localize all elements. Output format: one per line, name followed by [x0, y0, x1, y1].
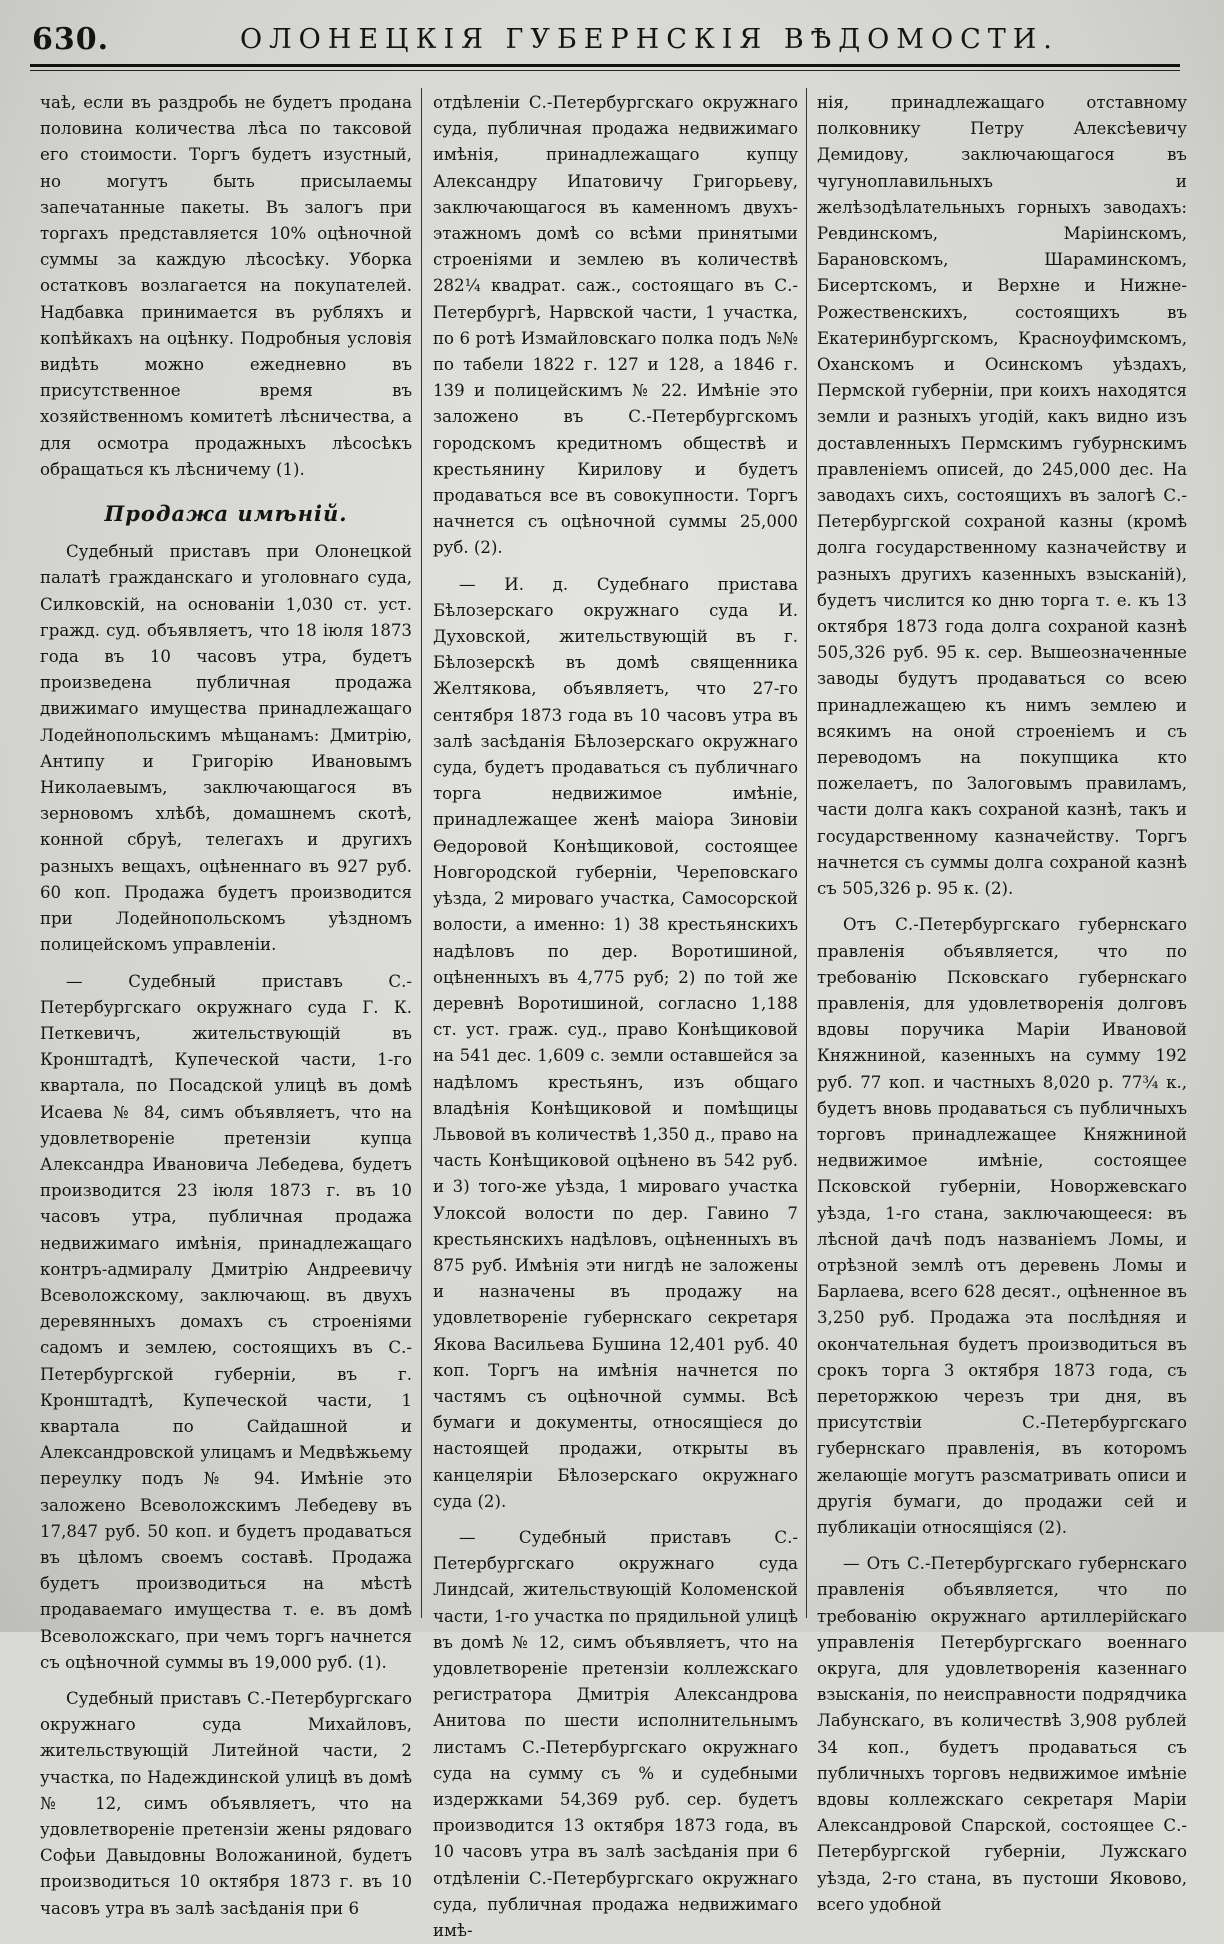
column-3	[817, 90, 1187, 1914]
paragraph: — Отъ С.-Петербургскаго губернскаго правленія объявляется, что по требованію окружнаго артиллерійскаго управленія Петербургскаго военнаго округа, для удовлетворенія казеннаго взысканія, по неисправности подрядчика Лабунскаго, въ количествѣ 3,908 рублей 34 коп., будетъ продаваться съ публичныхъ торговъ недвижимое имѣніе вдовы коллежскаго секретаря Маріи Александровой Спарской, состоящее С.-Петербургской губерніи, Лужскаго уѣзда, 2-го стана, въ пустоши Яковово, всего удобной	[817, 1554, 1187, 1914]
header-rule	[30, 64, 1180, 67]
column-divider	[421, 88, 422, 1618]
page-header	[30, 14, 1180, 66]
column-divider	[806, 88, 807, 1618]
paragraph: — И. д. Судебнаго пристава Бѣлозерскаго окружнаго суда И. Духовской, жительствующій въ г. Бѣлозерскѣ въ домѣ священника Желтякова, объявляетъ, что 27-го сентября 1873 года въ 10 часовъ утра въ залѣ засѣданія Бѣлозерскаго окружнаго суда, будетъ продаваться съ публичнаго торга недвижимое имѣніе, принадлежащее женѣ маіора Зиновіи Ѳедоровой Конѣщиковой, состоящее Новгородской губерніи, Череповскаго уѣзда, 2 мироваго участка, Самосорской волости, а именно: 1) 38 крестьянскихъ надѣловъ по дер. Воротишиной, оцѣненныхъ въ 4,775 руб; 2) по той же деревнѣ Воротишиной, согласно 1,188 ст. уст. граж. суд., право Конѣщиковой на 541 дес. 1,609 с. земли оставшейся за надѣломъ крестьянъ, изъ общаго владѣнія Конѣщиковой и помѣщицы Львовой въ количествѣ 1,350 д., право на часть Конѣщиковой оцѣнено въ 542 руб. и 3) того-же уѣзда, 1 мироваго участка Улоксой волости по дер. Гавино 7 крестьянскихъ надѣловъ, оцѣненныхъ въ 875 руб. Имѣнія эти нигдѣ не заложены и назначены въ продажу на удовлетвореніе губернскаго секретаря Якова Васильева Бушина 12,401 руб. 40 коп. Торгъ на имѣнія начнется по частямъ съ оцѣночной суммы. Всѣ бумаги и документы, относящіеся до настоящей продажи, открыты въ канцеляріи Бѣлозерскаго окружнаго суда (2).	[433, 574, 798, 1511]
paragraph: нія, принадлежащаго отставному полковнику Петру Алексѣевичу Демидову, заключающагося въ чугуноплавильныхъ и желѣзодѣлательныхъ горныхъ заводахъ: Ревдинскомъ, Маріинскомъ, Барановскомъ, Шараминскомъ, Бисертскомъ, и Верхне и Нижне-Рожественскихъ, состоящихъ въ Екатеринбургскомъ, Красноуфимскомъ, Оханскомъ и Осинскомъ уѣздахъ, Пермской губерніи, при коихъ находятся земли и разныхъ угодій, какъ видно изъ доставленныхъ Пермскимъ губурнскимъ правленіемъ описей, до 245,000 дес. На заводахъ сихъ, состоящихъ въ залогѣ С.-Петербургской сохраной казны (кромѣ долга государственному казначейству и разныхъ другихъ казенныхъ взысканій), будетъ числится ко дню торга т. е. къ 13 октября 1873 года долга сохраной казнѣ 505,326 руб. 95 к. сер. Вышеозначенные заводы будутъ продаваться со всею принадлежащею къ нимъ землею и всякимъ на оной строеніемъ и съ переводомъ на покупщика кто пожелаетъ, по Залоговымъ правиламъ, части долга какъ сохраной казнѣ, такъ и государственному казначейству. Торгъ начнется съ суммы долга сохраной казнѣ съ 505,326 р. 95 к. (2).	[817, 93, 1187, 899]
paragraph: отдѣленіи С.-Петербургскаго окружнаго суда, публичная продажа недвижимаго имѣнія, принадлежащаго купцу Александру Ипатовичу Григорьеву, заключающагося въ каменномъ двухъ-этажномъ домѣ со всѣми принятыми строеніями и землею въ количествѣ 282¼ квадрат. саж., состоящаго въ С.-Петербургѣ, Нарвской части, 1 участка, по 6 ротѣ Измайловскаго полка подъ №№ по табели 1822 г. 127 и 128, а 1846 г. 139 и полицейскимъ № 22. Имѣніе это заложено въ С.-Петербургскомъ городскомъ кредитномъ обществѣ и крестьянину Кирилову и будетъ продаваться все въ совокупности. Торгъ начнется съ оцѣночной суммы 25,000 руб. (2).	[433, 93, 798, 558]
page-number: 630.	[32, 22, 110, 57]
column-1	[40, 90, 412, 1918]
paragraph: чаѣ, если въ раздробь не будетъ продана половина количества лѣса по таксовой его стоимости. Торгъ будетъ изустный, но могутъ быть присылаемы запечатанные пакеты. Въ залогъ при торгахъ представляется 10% оцѣночной суммы за каждую лѣсосѣку. Уборка остатковъ возлагается на покупателей. Надбавка принимается въ рубляхъ и копѣйкахъ на оцѣнку. Подробныя условія видѣть можно ежедневно въ присутственное время въ хозяйственномъ комитетѣ лѣсничества, а для осмотра продажныхъ лѣсосѣкъ обращаться къ лѣсничему (1).	[40, 93, 412, 479]
paragraph: Отъ С.-Петербургскаго губернскаго правленія объявляется, что по требованію Псковскаго губернскаго правленія, для удовлетворенія долговъ вдовы поручика Маріи Ивановой Княжниной, казенныхъ на сумму 192 руб. 77 коп. и частныхъ 8,020 р. 77¾ к., будетъ вновь продаваться съ публичныхъ торговъ принадлежащее Княжниной недвижимое имѣніе, состоящее Псковской губерніи, Новоржевскаго уѣзда, 1-го стана, заключающееся: въ лѣсной дачѣ подъ названіемъ Ломы, и отрѣзной землѣ отъ деревень Ломы и Барлаева, всего 628 десят., оцѣненное въ 3,250 руб. Продажа эта послѣдняя и окончательная будетъ производиться въ срокъ торга 3 октября 1873 года, съ переторжкою черезъ три дня, въ присутствіи С.-Петербургскаго губернскаго правленія, въ которомъ желающіе могутъ разсматривать описи и другія бумаги, до продажи сей и публикаціи относящіяся (2).	[817, 915, 1187, 1537]
column-2	[433, 90, 798, 1941]
newspaper-title: ОЛОНЕЦКІЯ ГУБЕРНСКІЯ ВѢДОМОСТИ.	[240, 24, 1059, 55]
paragraph: — Судебный приставъ С.-Петербургскаго окружнаго суда Г. К. Петкевичъ, жительствующій въ Кронштадтѣ, Купеческой части, 1-го квартала, по Посадской улицѣ въ домѣ Исаева № 84, симъ объявляетъ, что на удовлетвореніе претензіи купца Александра Ивановича Лебедева, будетъ производится 23 іюля 1873 г. въ 10 часовъ утра, публичная продажа недвижимаго имѣнія, принадлежащаго контръ-адмиралу Дмитрію Андреевичу Всеволожскому, заключающ. въ двухъ деревянныхъ домахъ съ строеніями садомъ и землею, состоящихъ въ С.-Петербургской губерніи, въ г. Кронштадтѣ, Купеческой части, 1 квартала по Сайдашной и Александровской улицамъ и Медвѣжьему переулку подъ № 94. Имѣніе это заложено Всеволожскимъ Лебедеву въ 17,847 руб. 50 коп. и будетъ продаваться въ цѣломъ своемъ составѣ. Продажа будетъ производиться на мѣстѣ продаваемаго имущества т. е. въ домѣ Всеволожскаго, при чемъ торгъ начнется съ оцѣночной суммы въ 19,000 руб. (1).	[40, 971, 412, 1672]
paragraph: Судебный приставъ при Олонецкой палатѣ гражданскаго и уголовнаго суда, Силковскій, на основаніи 1,030 ст. уст. гражд. суд. объявляетъ, что 18 іюля 1873 года въ 10 часовъ утра, будетъ произведена публичная продажа движимаго имущества принадлежащаго Лодейнопольскимъ мѣщанамъ: Дмитрію, Антипу и Григорію Ивановымъ Николаевымъ, заключающагося въ зерновомъ хлѣбѣ, домашнемъ скотѣ, конной сбруѣ, телегахъ и другихъ разныхъ вещахъ, оцѣненнаго въ 927 руб. 60 коп. Продажа будетъ производится при Лодейнопольскомъ уѣздномъ полицейскомъ управленіи.	[40, 542, 412, 955]
paragraph: — Судебный приставъ С.-Петербургскаго окружнаго суда Линдсай, жительствующій Коломенской части, 1-го участка по прядильной улицѣ въ домѣ № 12, симъ объявляетъ, что на удовлетвореніе претензіи коллежскаго регистратора Дмитрія Александрова Анитова по шести исполнительнымъ листамъ С.-Петербургскаго окружнаго суда на сумму съ % и судебными издержками 54,369 руб. сер. будетъ производится 13 октября 1873 года, въ 10 часовъ утра въ залѣ засѣданія при 6 отдѣленіи С.-Петербургскаго окружнаго суда, публичная продажа недвижимаго имѣ-	[433, 1527, 798, 1941]
paragraph: Судебный приставъ С.-Петербургскаго окружнаго суда Михайловъ, жительствующій Литейной части, 2 участка, по Надеждинской улицѣ въ домѣ № 12, симъ объявляетъ, что на удовлетвореніе претензіи жены рядоваго Софьи Давыдовны Воложаниной, будетъ производиться 10 октября 1873 г. въ 10 часовъ утра въ залѣ засѣданія при 6	[40, 1688, 412, 1918]
header-rule-thin	[30, 70, 1180, 71]
section-title: Продажа имѣній.	[104, 501, 348, 527]
